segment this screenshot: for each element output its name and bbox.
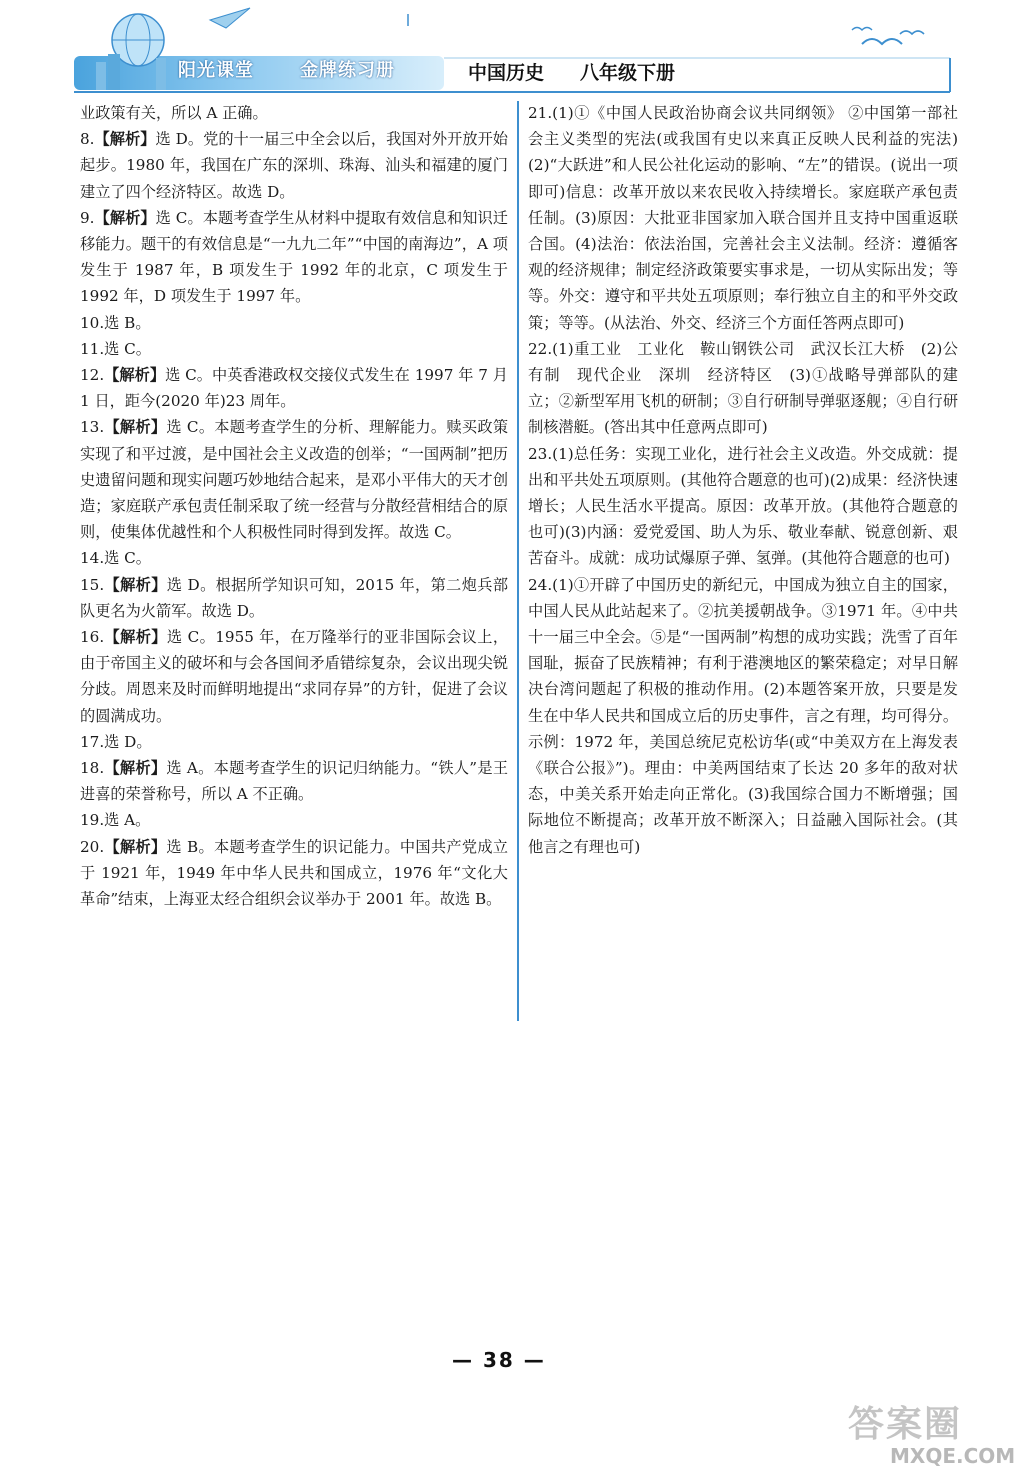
answer-entry: [80, 624, 508, 729]
answer-entry: [80, 834, 508, 913]
answer-text: 选 C。: [104, 339, 151, 358]
left-column: [80, 100, 508, 912]
answer-text: (1)①开辟了中国历史的新纪元，中国成为独立自主的国家，中国人民从此站起来了。②抗美援朝战争。③1971 年。④中共十一届三中全会。⑤是“一国两制”构想的成功实践；洗雪了百年国耻，振奋了民族精神；有利于港澳地区的繁荣稳定；对早日解决台湾问题起了积极的推动作用。(2)本题答案开放，只要是发生在中华人民共和国成立后的历史事件，言之有理，均可得分。示例：1972 年，美国总统尼克松访华(或“中美双方在上海发表《联合公报》”)。理由：中美两国结束了长达 20 多年的敌对状态，中美关系开始走向正常化。(3)我国综合国力不断增强；国际地位不断提高；改革开放不断深入；日益融入国际社会。(其他言之有理也可): [528, 575, 958, 856]
answer-entry: [80, 807, 508, 833]
answer-text: 业政策有关，所以 A 正确。: [80, 104, 268, 122]
answer-number: 18.: [80, 759, 105, 778]
answer-text: 选 D。党的十一届三中全会以后，我国对外开放开始起步。1980 年，我国在广东的深圳、珠海、汕头和福建的厦门建立了四个经济特区。故选 D。: [80, 130, 508, 201]
answer-text: (1)总任务：实现工业化，进行社会主义改造。外交成就：提出和平共处五项原则。(其他符合题意的也可)(2)成果：经济快速增长；人民生活水平提高。原因：改革开放。(其他符合题意的也可)(3)内涵：爱党爱国、助人为乐、敬业奉献、锐意创新、艰苦奋斗。成就：成功试爆原子弹、氢弹。(其他符合题意的也可): [528, 444, 958, 568]
answer-entry: [80, 729, 508, 755]
answer-text: 选 C。: [104, 549, 151, 568]
watermark-logo: 答案圈: [848, 1404, 963, 1445]
answer-entry: [528, 336, 958, 441]
answer-text: 选 A。: [104, 811, 151, 830]
analysis-tag: 【解析】: [104, 418, 167, 437]
answer-number: 12.: [80, 366, 105, 385]
answer-entry: [528, 100, 958, 336]
analysis-tag: 【解析】: [94, 208, 156, 227]
answer-text: (1)①《中国人民政治协商会议共同纲领》 ②中国第一部社会主义类型的宪法(或我国有史以来真正反映人民利益的宪法) (2)“大跃进”和人民公社化运动的影响、“左”的错误。(说出一项即可)信息：改革开放以来农民收入持续增长。家庭联产承包责任制。(3)原因：大批亚非国家加入联合国并且支持中国重返联合国。(4)法治：依法治国，完善社会主义法制。经济：遵循客观的经济规律；制定经济政策要实事求是，一切从实际出发；等等。外交：遵守和平共处五项原则；奉行独立自主的和平外交政策；等等。(从法治、外交、经济三个方面任答两点即可): [528, 104, 958, 332]
analysis-tag: 【解析】: [104, 575, 167, 594]
answer-number: 24.: [528, 575, 553, 594]
answer-entry: [528, 572, 958, 860]
answer-entry: [80, 545, 508, 571]
answer-entry: [80, 362, 508, 414]
answer-number: 22.: [528, 339, 553, 358]
answer-number: 8.: [80, 130, 95, 149]
answer-text: 选 C。1955 年，在万隆举行的亚非国际会议上，由于帝国主义的破坏和与会各国间矛盾错综复杂，会议出现尖锐分歧。周恩来及时而鲜明地提出“求同存异”的方针，促进了会议的圆满成功。: [80, 628, 509, 725]
answer-number: 17.: [80, 732, 105, 751]
analysis-tag: 【解析】: [104, 366, 166, 385]
answer-number: 13.: [80, 418, 105, 437]
page-header: [0, 0, 1000, 100]
analysis-tag: 【解析】: [104, 837, 167, 856]
column-divider: [517, 101, 519, 1021]
watermark-url: MXQE.COM: [890, 1444, 1015, 1468]
answer-entry: [80, 414, 508, 545]
answer-entry: [80, 126, 508, 205]
answer-number: 23.: [528, 444, 553, 463]
answer-number: 21.: [528, 104, 553, 122]
answer-entry: [528, 441, 958, 572]
answer-text: 选 B。: [104, 313, 151, 332]
answer-number: 15.: [80, 575, 105, 594]
answer-number: 11.: [80, 339, 105, 358]
answer-number: 19.: [80, 811, 105, 830]
answer-text: 选 D。: [104, 732, 152, 751]
right-column: [528, 100, 958, 860]
answer-entry: [80, 205, 508, 310]
analysis-tag: 【解析】: [104, 628, 167, 647]
answer-text: (1)重工业 工业化 鞍山钢铁公司 武汉长江大桥 (2)公有制 现代企业 深圳 经济特区 (3)①战略导弹部队的建立；②新型军用飞机的研制；③自行研制导弹驱逐舰；④自行研制核潜艇。(答出其中任意两点即可): [528, 339, 958, 437]
series-subtitle: 金牌练习册: [300, 60, 395, 81]
answer-text: 选 C。本题考查学生从材料中提取有效信息和知识迁移能力。题干的有效信息是“一九九二年”“中国的南海边”，A 项发生于 1987 年，B 项发生于 1992 年的北京，C 项发生于 1992 年，D 项发生于 1997 年。: [80, 208, 508, 306]
answer-text: 选 D。根据所学知识可知，2015 年，第二炮兵部队更名为火箭军。故选 D。: [80, 575, 509, 620]
answer-text: 选 C。中英香港政权交接仪式发生在 1997 年 7 月 1 日，距今(2020 年)23 周年。: [80, 366, 508, 411]
answer-text: 选 C。本题考查学生的分析、理解能力。赎买政策实现了和平过渡，是中国社会主义改造的创举；“一国两制”把历史遗留问题和现实问题巧妙地结合起来，是邓小平伟大的天才创造；家庭联产承包责任制采取了统一经营与分散经营相结合的原则，使集体优越性和个人积极性同时得到发挥。故选 C。: [80, 418, 509, 542]
answer-entry: [80, 310, 508, 336]
header-banner: [0, 0, 1000, 100]
series-title: 阳光课堂: [178, 60, 254, 81]
subject-title: 中国历史: [468, 62, 545, 84]
page-number: — 38 —: [452, 1348, 546, 1372]
answer-entry: [80, 336, 508, 362]
grade-label: 八年级下册: [580, 62, 676, 84]
analysis-tag: 【解析】: [104, 759, 167, 778]
analysis-tag: 【解析】: [94, 130, 156, 149]
answer-text: 选 A。本题考查学生的识记归纳能力。“铁人”是王进喜的荣誉称号，所以 A 不正确。: [80, 759, 509, 804]
answer-text: 选 B。本题考查学生的识记能力。中国共产党成立于 1921 年，1949 年中华人民共和国成立，1976 年“文化大革命”结束，上海亚太经合组织会议举办于 2001 年。故选 B。: [80, 837, 508, 909]
answer-number: 20.: [80, 837, 105, 856]
answer-entry: [80, 100, 508, 126]
answer-entry: [80, 572, 508, 624]
answer-entry: [80, 755, 508, 807]
answer-number: 10.: [80, 313, 105, 332]
answer-number: 16.: [80, 628, 105, 647]
answer-number: 14.: [80, 549, 105, 568]
answer-number: 9.: [80, 208, 95, 227]
